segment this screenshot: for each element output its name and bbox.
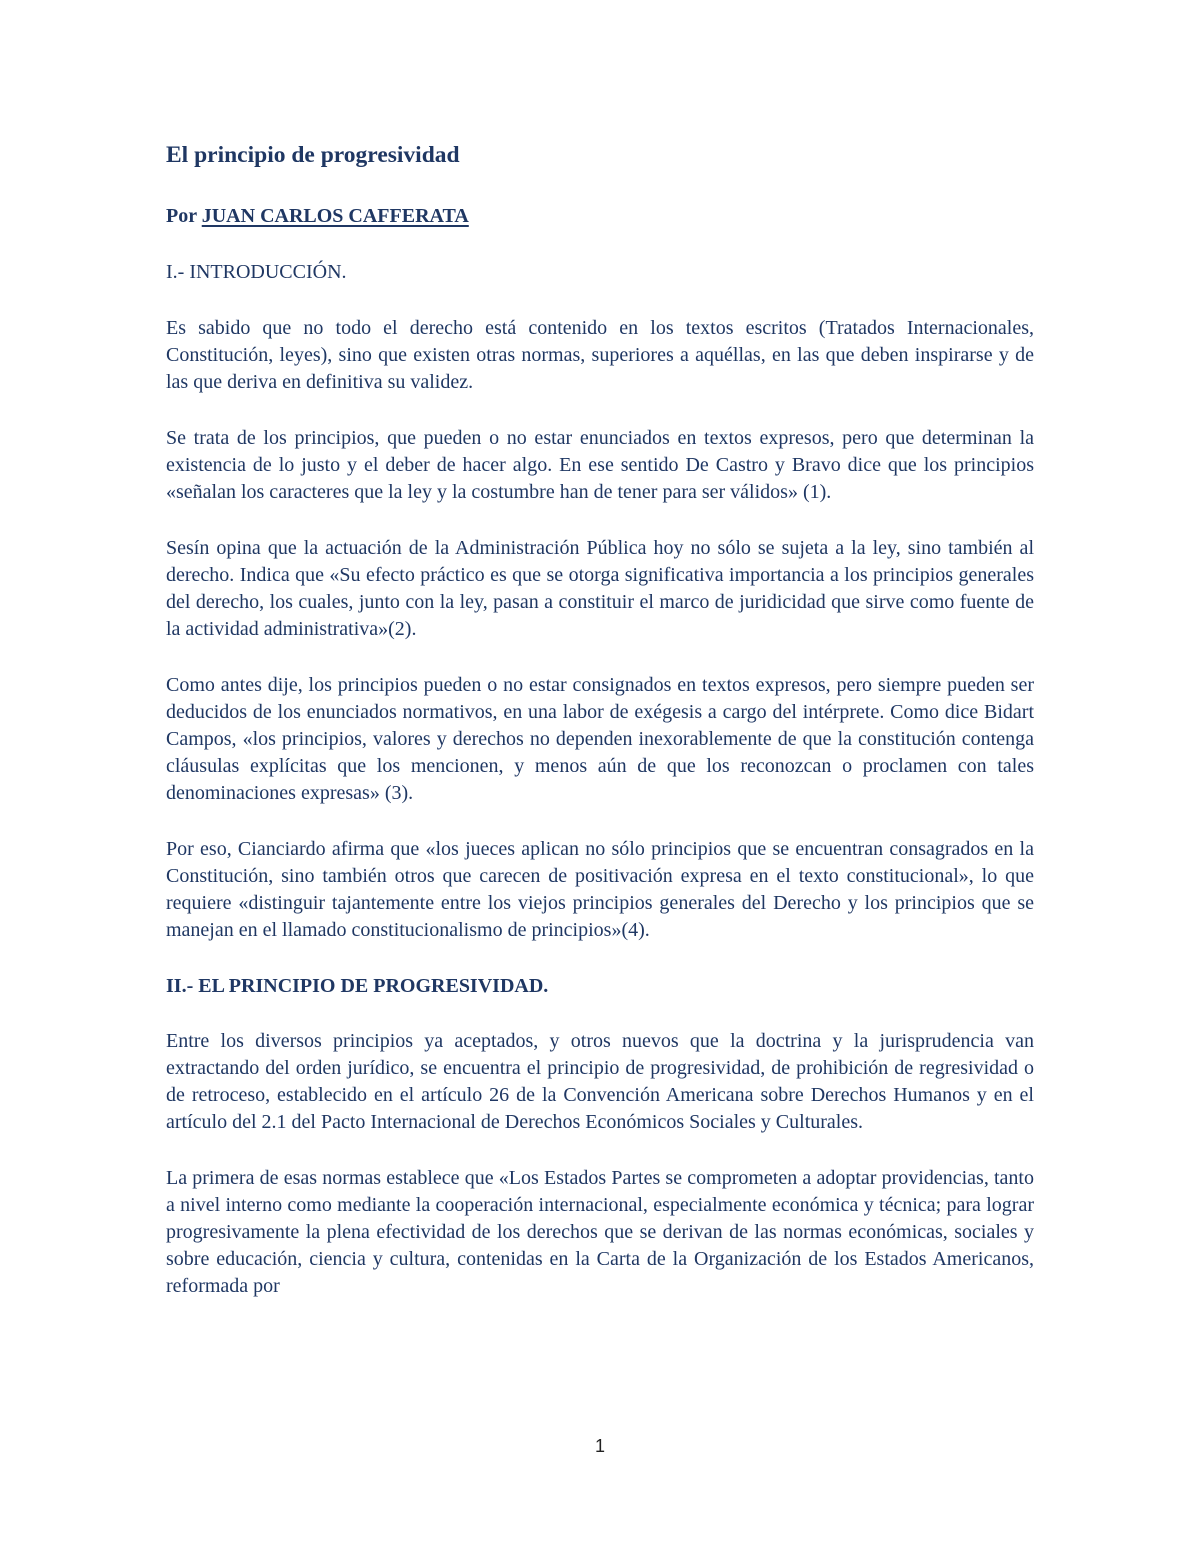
author-name: JUAN CARLOS CAFFERATA [201, 205, 469, 227]
section-heading-progresividad: II.- EL PRINCIPIO DE PROGRESIVIDAD. [166, 975, 549, 997]
document-body [166, 137, 1034, 1329]
paragraph: Como antes dije, los principios pueden o no estar consignados en textos expresos, pero siempre pueden ser deducidos de los enunciados normativos, en una labor de exégesis a cargo del intérprete. Como dice Bidart Campos, «los principios, valores y derechos no dependen inexorablemente de que la constitución contenga cláusulas explícitas que los mencionen, y menos aún de que los reconozcan o proclamen con tales denominaciones expresas» (3). [166, 674, 1034, 804]
paragraph: Entre los diversos principios ya aceptados, y otros nuevos que la doctrina y la jurisprudencia van extractando del orden jurídico, se encuentra el principio de progresividad, de prohibición de regresividad o de retroceso, establecido en el artículo 26 de la Convención Americana sobre Derechos Humanos y en el artículo del 2.1 del Pacto Internacional de Derechos Económicos Sociales y Culturales. [166, 1030, 1034, 1133]
page-number: 1 [594, 1436, 605, 1456]
document-title: El principio de progresividad [166, 142, 460, 168]
paragraph: La primera de esas normas establece que «Los Estados Partes se comprometen a adoptar providencias, tanto a nivel interno como mediante la cooperación internacional, especialmente económica y técnica; para lograr progresivamente la plena efectividad de los derechos que se derivan de las normas económicas, sociales y sobre educación, ciencia y cultura, contenidas en la Carta de la Organización de los Estados Americanos, reformada por [166, 1167, 1034, 1297]
author-prefix: Por [166, 205, 197, 227]
author-line [166, 203, 1034, 230]
section-heading-introduccion: I.- INTRODUCCIÓN. [166, 261, 347, 283]
paragraph: Es sabido que no todo el derecho está contenido en los textos escritos (Tratados Internacionales, Constitución, leyes), sino que existen otras normas, superiores a aquéllas, en las que deben inspirarse y de las que deriva en definitiva su validez. [166, 317, 1034, 393]
paragraph: Sesín opina que la actuación de la Administración Pública hoy no sólo se sujeta a la ley, sino también al derecho. Indica que «Su efecto práctico es que se otorga significativa importancia a los principios generales del derecho, los cuales, junto con la ley, pasan a constituir el marco de juridicidad que sirve como fuente de la actividad administrativa»(2). [166, 537, 1034, 640]
paragraph: Se trata de los principios, que pueden o no estar enunciados en textos expresos, pero que determinan la existencia de lo justo y el deber de hacer algo. En ese sentido De Castro y Bravo dice que los principios «señalan los caracteres que la ley y la costumbre han de tener para ser válidos» (1). [166, 427, 1034, 503]
paragraph: Por eso, Cianciardo afirma que «los jueces aplican no sólo principios que se encuentran consagrados en la Constitución, sino también otros que carecen de positivación expresa en el texto constitucional», lo que requiere «distinguir tajantemente entre los viejos principios generales del Derecho y los principios que se manejan en el llamado constitucionalismo de principios»(4). [166, 838, 1034, 941]
